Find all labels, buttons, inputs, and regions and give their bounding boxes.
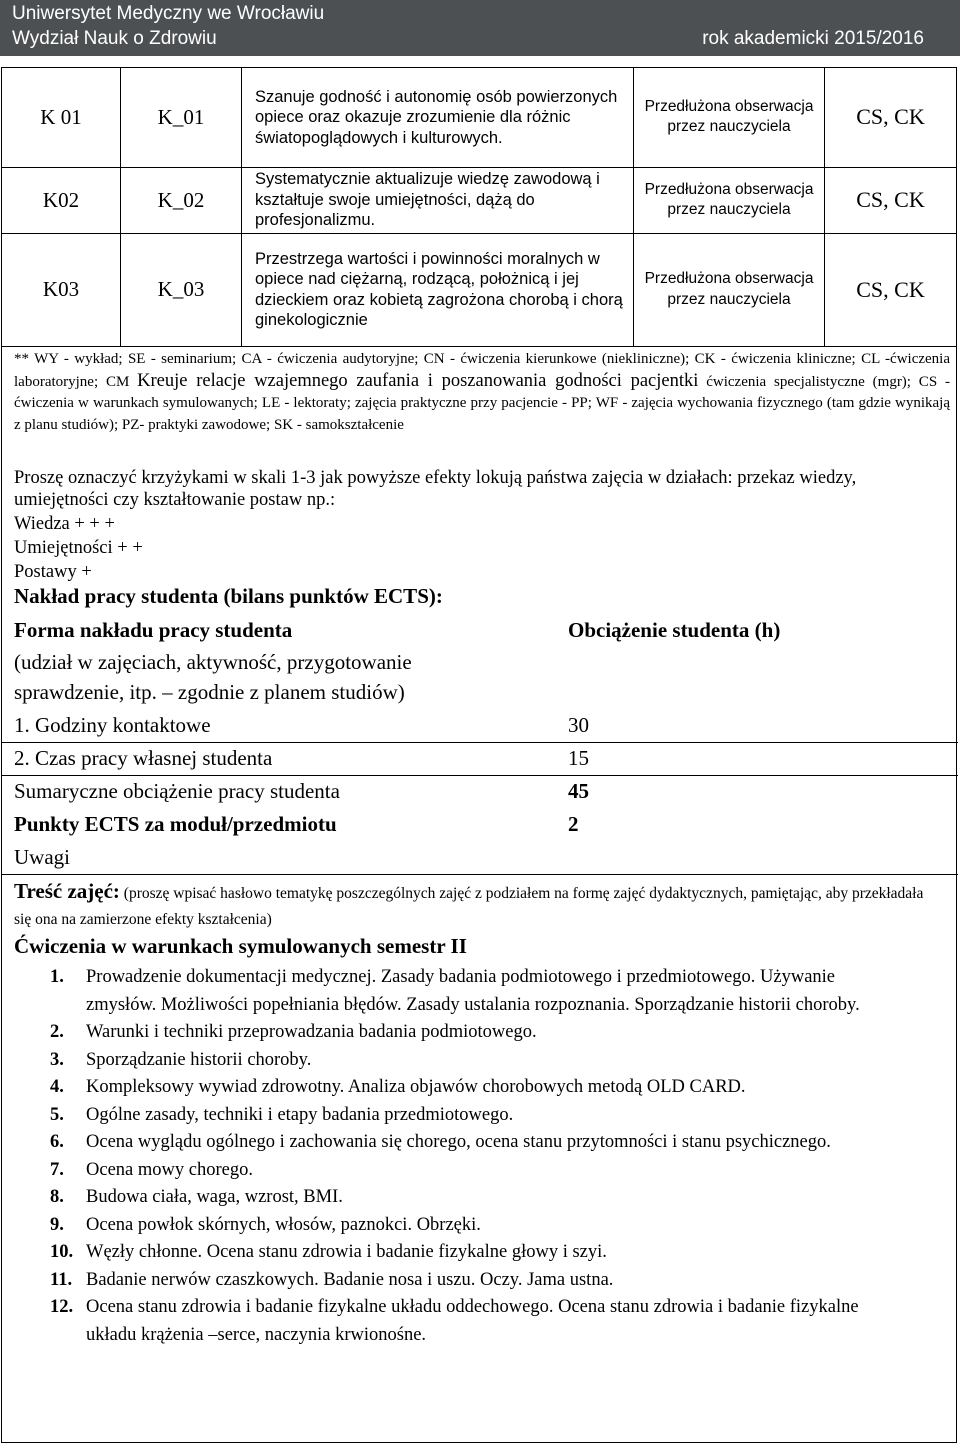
- workload-value: 2: [568, 812, 579, 836]
- list-item: [2, 1157, 902, 1185]
- topic-text: Ocena stanu zdrowia i badanie fizykalne układu oddechowego. Ocena stanu zdrowia i badanie fizykalne układu krążenia –serce, naczynia krwionośne.: [86, 1297, 859, 1345]
- workload-title: Nakład pracy studenta (bilans punktów ECTS):: [14, 584, 443, 608]
- topic-text: Ocena wyglądu ogólnego i zachowania się chorego, ocena stanu przytomności i stanu psychicznego.: [86, 1132, 831, 1152]
- workload-label: Punkty ECTS za moduł/przedmiotu: [14, 812, 337, 836]
- workload-divider: [2, 775, 958, 776]
- topic-number: 12.: [50, 1297, 74, 1317]
- content-label: Treść zajęć:: [14, 879, 120, 903]
- list-item: [2, 1239, 902, 1267]
- content-description: [14, 878, 944, 933]
- topic-text: Ogólne zasady, techniki i etapy badania przedmiotowego.: [86, 1104, 514, 1125]
- list-item: [2, 1047, 902, 1075]
- topic-text: Badanie nerwów czaszkowych. Badanie nosa i uszu. Oczy. Jama ustna.: [86, 1269, 614, 1290]
- abbreviations-part3: ćwiczenia specjalistyczne (mgr); CS - ćwiczenia w warunkach symulowanych; LE - lektoraty; zajęcia praktyczne przy pacjencie - PP; WF - zajęcia wychowania fizycznego (tam gdzie wynikają z planu studiów); PZ- praktyki zawodowe; SK - samokształcenie: [14, 373, 950, 433]
- effect-symbol: K_02: [121, 167, 242, 233]
- topic-text: Kompleksowy wywiad zdrowotny. Analiza objawów chorobowych metodą OLD CARD.: [86, 1077, 746, 1097]
- workload-col1-sub1: (udział w zajęciach, aktywność, przygotowanie: [14, 650, 412, 674]
- topic-text: Warunki i techniki przeprowadzania badania podmiotowego.: [86, 1022, 537, 1042]
- list-item: [2, 1074, 902, 1102]
- list-item: [2, 964, 902, 1019]
- class-form: CS, CK: [825, 233, 957, 346]
- workload-label: Sumaryczne obciążenie pracy studenta: [14, 779, 340, 803]
- topic-text: Prowadzenie dokumentacji medycznej. Zasady badania podmiotowego i przedmiotowego. Używanie zmysłów. Możliwości popełniania błędów. Zasady ustalania rozpoznania. Sporządzanie historii choroby.: [86, 967, 860, 1015]
- topic-text: Ocena powłok skórnych, włosów, paznokci. Obrzęki.: [86, 1214, 481, 1235]
- workload-col1-header: Forma nakładu pracy studenta: [14, 618, 293, 642]
- abbreviations-part1: ** WY - wykład; SE - seminarium; CA - ćwiczenia audytoryjne; CN - ćwiczenia kierunkowe (niekliniczne); CK - ćwiczenia kliniczne; CL -ćwiczenia laboratoryjne; CM: [14, 351, 950, 390]
- topic-number: 5.: [50, 1104, 64, 1125]
- table-row: [2, 68, 956, 167]
- workload-col1-sub2: sprawdzenie, itp. – zgodnie z planem studiów): [14, 680, 405, 704]
- section-title: Ćwiczenia w warunkach symulowanych semestr II: [14, 934, 467, 958]
- list-item: [2, 1267, 902, 1295]
- topic-number: 6.: [50, 1132, 64, 1152]
- university-name: Uniwersytet Medyczny we Wrocławiu: [12, 3, 325, 24]
- scale-knowledge: Wiedza + + +: [14, 514, 115, 534]
- scale-skills: Umiejętności + +: [14, 538, 143, 558]
- topic-number: 7.: [50, 1159, 64, 1180]
- topic-number: 3.: [50, 1049, 64, 1070]
- list-item: [2, 1294, 902, 1349]
- topic-text: Węzły chłonne. Ocena stanu zdrowia i badanie fizykalne głowy i szyi.: [86, 1242, 607, 1262]
- workload-value: 45: [568, 779, 589, 803]
- topics-list: [2, 964, 902, 1349]
- verification-method: Przedłużona obserwacja przez nauczyciela: [634, 233, 825, 346]
- workload-col2-header: Obciążenie studenta (h): [568, 618, 781, 642]
- scale-instruction: Proszę oznaczyć krzyżykami w skali 1-3 jak powyższe efekty lokują państwa zajęcia w działach: przekaz wiedzy, umiejętności czy kształtowanie postaw np.:: [14, 468, 857, 510]
- abbreviations-part2: Kreuje relacje wzajemnego zaufania i poszanowania godności pacjentki: [137, 370, 699, 391]
- topic-text: Budowa ciała, waga, wzrost, BMI.: [86, 1187, 343, 1207]
- topic-text: Ocena mowy chorego.: [86, 1159, 253, 1180]
- list-item: [2, 1212, 902, 1240]
- effect-symbol: K_03: [121, 233, 242, 346]
- effect-code: K 01: [2, 68, 121, 167]
- workload-divider: [2, 742, 958, 743]
- topic-number: 4.: [50, 1077, 64, 1097]
- abbreviations-note: [14, 349, 950, 436]
- learning-effects-table: [2, 68, 956, 347]
- topic-number: 8.: [50, 1187, 64, 1207]
- topic-number: 9.: [50, 1214, 64, 1235]
- scale-attitudes: Postawy +: [14, 562, 92, 582]
- topic-number: 2.: [50, 1022, 64, 1042]
- workload-label: Uwagi: [14, 845, 70, 869]
- topic-text: Sporządzanie historii choroby.: [86, 1049, 312, 1070]
- table-row: [2, 233, 956, 346]
- document-header: [0, 0, 960, 56]
- workload-value: 30: [568, 713, 589, 737]
- table-row: [2, 167, 956, 233]
- document-page: [1, 67, 957, 1443]
- topic-number: 11.: [50, 1269, 73, 1290]
- faculty-name: Wydział Nauk o Zdrowiu: [12, 28, 217, 49]
- topic-number: 10.: [50, 1242, 74, 1262]
- workload-label: 2. Czas pracy własnej studenta: [14, 746, 273, 770]
- effect-code: K03: [2, 233, 121, 346]
- workload-label: 1. Godziny kontaktowe: [14, 713, 211, 737]
- verification-method: Przedłużona obserwacja przez nauczyciela: [634, 68, 825, 167]
- content-note: (proszę wpisać hasłowo tematykę poszczególnych zajęć z podziałem na formę zajęć dydaktycznych, pamiętając, aby przekładała się ona na zamierzone efekty kształcenia): [14, 885, 924, 928]
- class-form: CS, CK: [825, 68, 957, 167]
- workload-value: 15: [568, 746, 589, 770]
- verification-method: Przedłużona obserwacja przez nauczyciela: [634, 167, 825, 233]
- workload-divider: [2, 874, 958, 875]
- effect-code: K02: [2, 167, 121, 233]
- effect-description: Systematycznie aktualizuje wiedzę zawodową i kształtuje swoje umiejętności, dążą do profesjonalizmu.: [242, 167, 634, 233]
- academic-year: rok akademicki 2015/2016: [702, 28, 924, 49]
- list-item: [2, 1102, 902, 1130]
- effect-description: Szanuje godność i autonomię osób powierzonych opiece oraz okazuje zrozumienie dla różnic światopoglądowych i kulturowych.: [242, 68, 634, 167]
- topic-number: 1.: [50, 967, 64, 987]
- list-item: [2, 1184, 902, 1212]
- list-item: [2, 1129, 902, 1157]
- effect-description: Przestrzega wartości i powinności moralnych w opiece nad ciężarną, rodzącą, położnicą i jej dzieckiem oraz kobietą zagrożona chorobą i chorą ginekologicznie: [242, 233, 634, 346]
- class-form: CS, CK: [825, 167, 957, 233]
- list-item: [2, 1019, 902, 1047]
- effect-symbol: K_01: [121, 68, 242, 167]
